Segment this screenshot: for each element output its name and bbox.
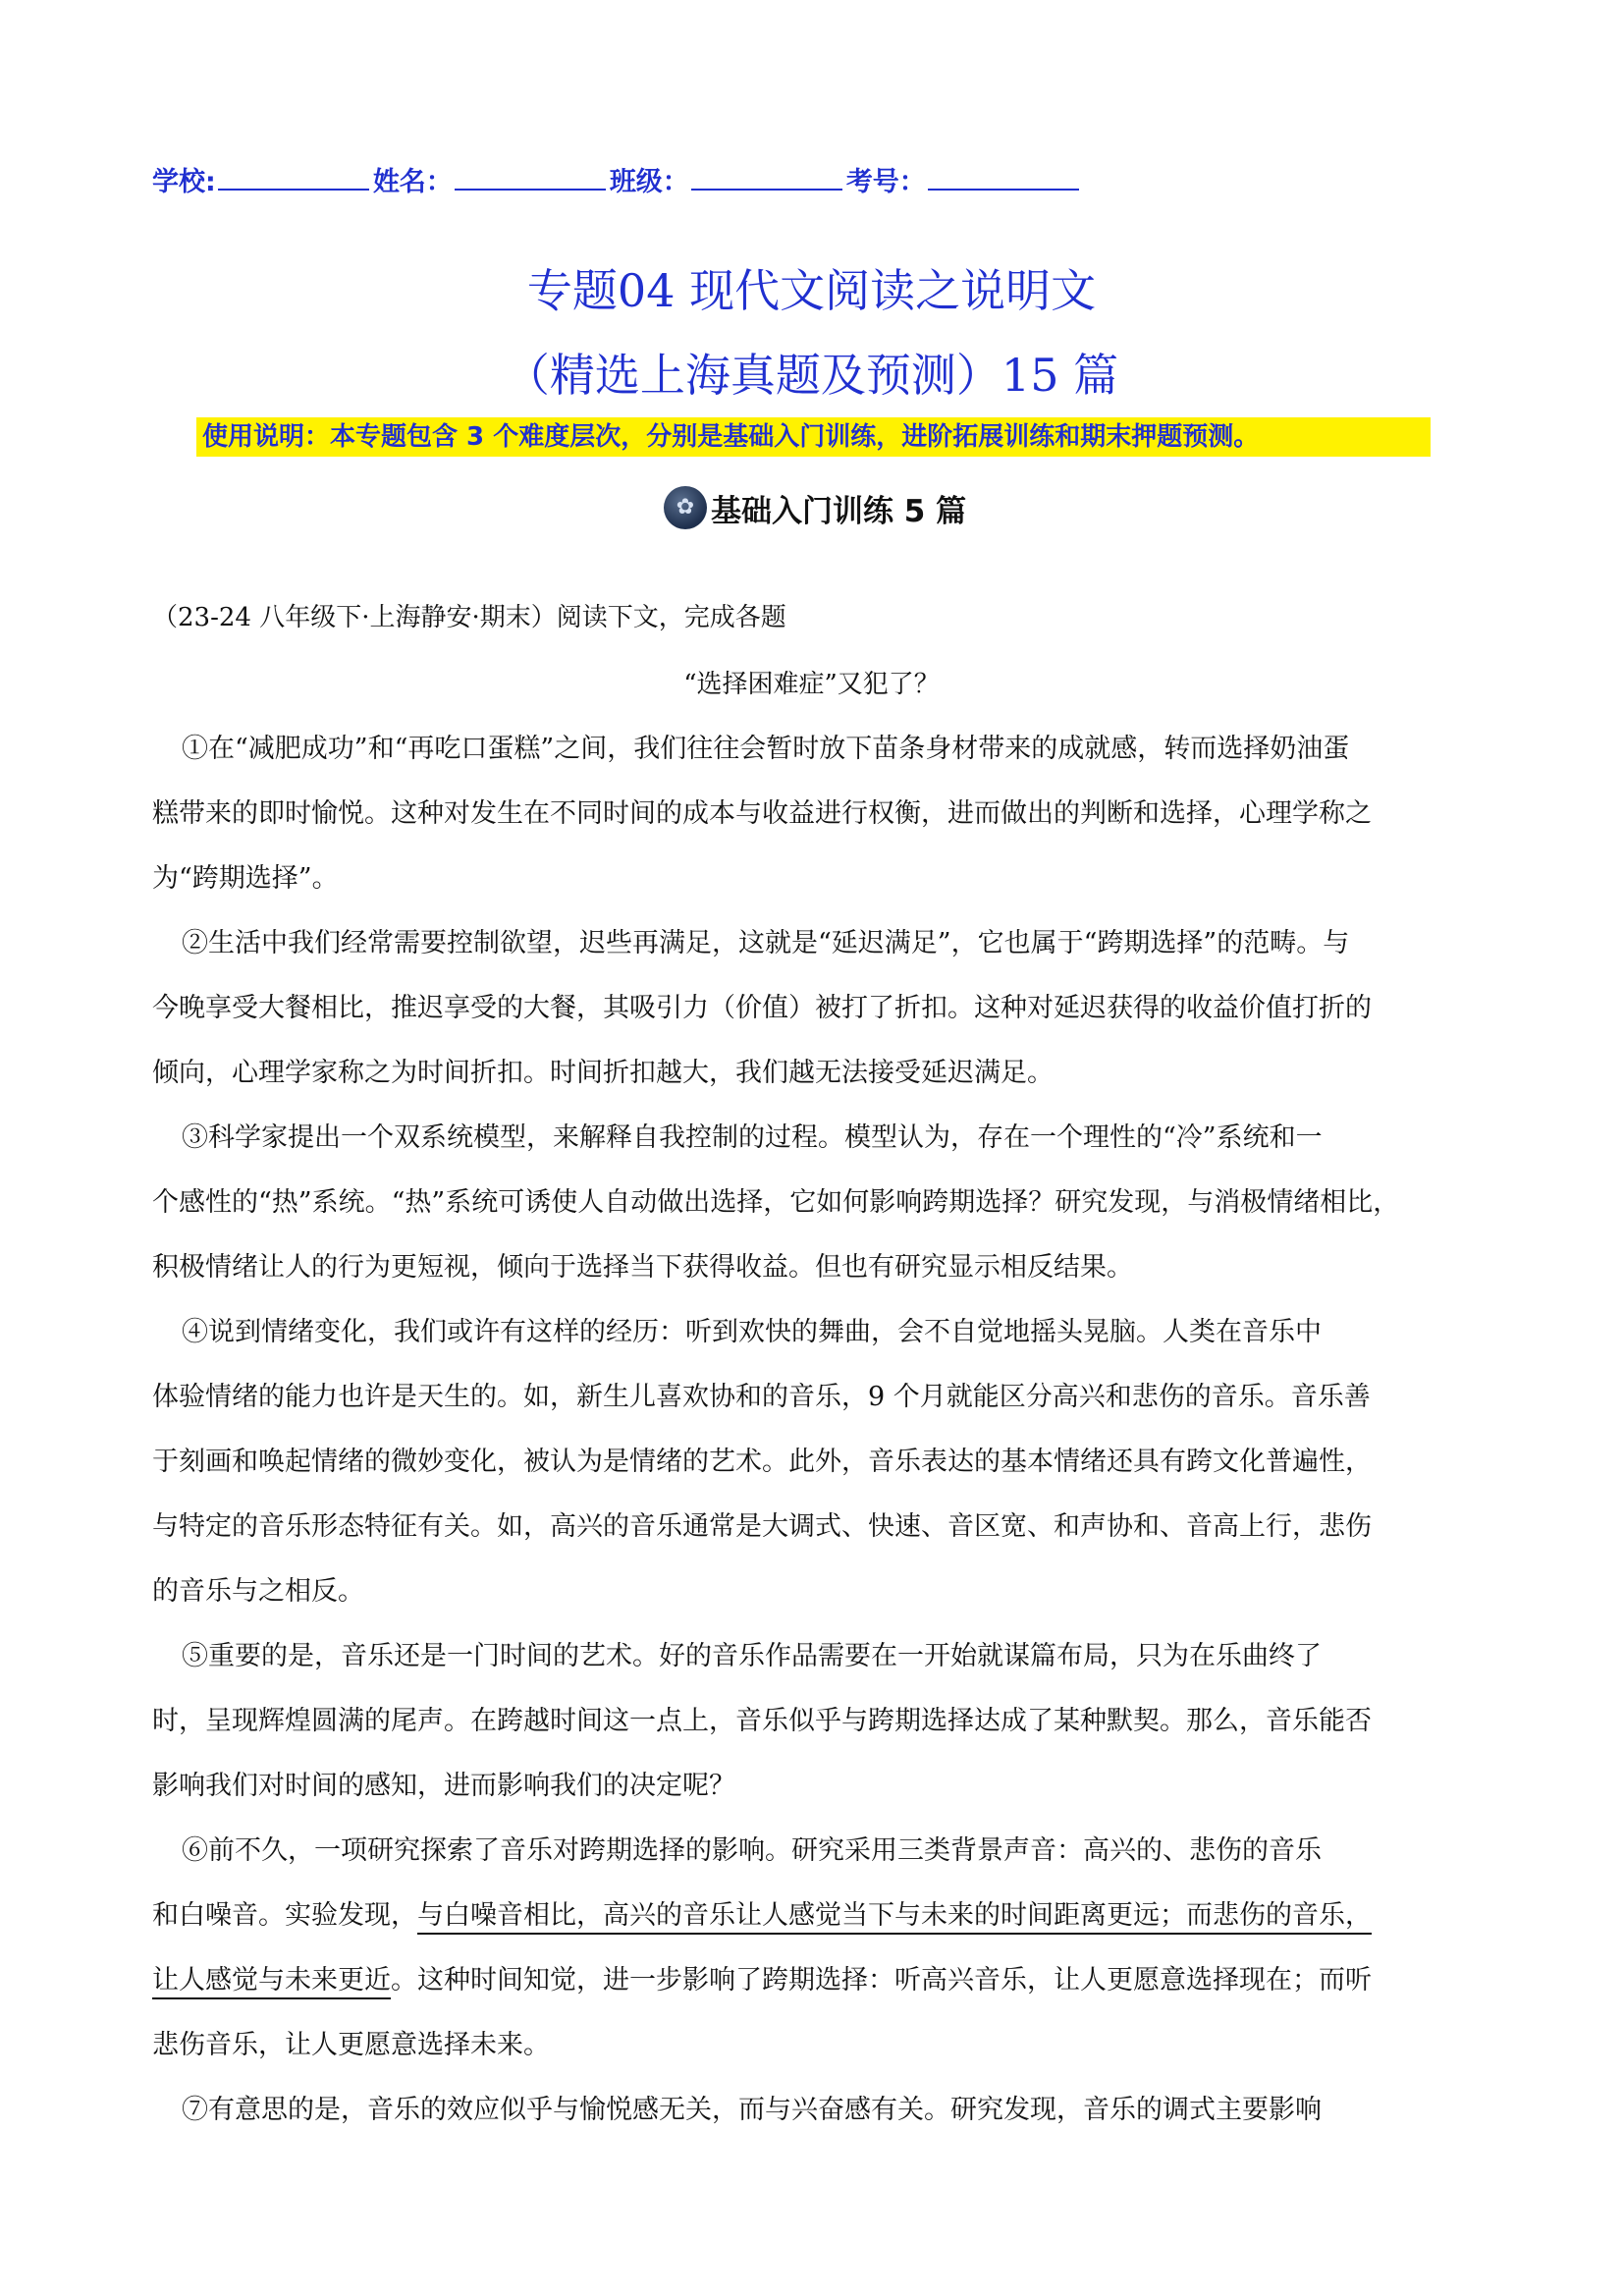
text-line: ②生活中我们经常需要控制欲望，迟些再满足，这就是“延迟满足”，它也属于“跨期选择”的范畴。与 [182, 928, 1350, 958]
passage-title: “选择困难症”又犯了？ [683, 670, 940, 699]
text-segment: 和白噪音。实验发现， [152, 1900, 417, 1931]
section-heading [664, 484, 966, 531]
text-line: 影响我们对时间的感知，进而影响我们的决定呢？ [152, 1771, 735, 1801]
text-line: 悲伤音乐，让人更愿意选择未来。 [152, 2030, 550, 2060]
text-line: 于刻画和唤起情绪的微妙变化，被认为是情绪的艺术。此外，音乐表达的基本情绪还具有跨文化普遍性， [152, 1447, 1372, 1477]
text-line: ⑥前不久，一项研究探索了音乐对跨期选择的影响。研究采用三类背景声音：高兴的、悲伤的音乐 [182, 1835, 1322, 1866]
palette-icon: ✿ [664, 486, 707, 529]
text-line: ①在“减肥成功”和“再吃口蛋糕”之间，我们往往会暂时放下苗条身材带来的成就感，转而选择奶油蛋 [182, 734, 1350, 764]
class-blank [691, 167, 842, 191]
school-label: 学校: [152, 167, 216, 197]
text-line: ⑦有意思的是，音乐的效应似乎与愉悦感无关，而与兴奋感有关。研究发现，音乐的调式主要影响 [182, 2095, 1322, 2125]
exam-no-blank [928, 167, 1079, 191]
text-line: 积极情绪让人的行为更短视，倾向于选择当下获得收益。但也有研究显示相反结果。 [152, 1252, 1133, 1283]
text-line: 时，呈现辉煌圆满的尾声。在跨越时间这一点上，音乐似乎与跨期选择达成了某种默契。那么，音乐能否 [152, 1706, 1372, 1736]
document-subtitle: （精选上海真题及预测）15 篇 [504, 349, 1119, 402]
exam-no-label: 考号： [845, 167, 926, 197]
school-blank [218, 167, 369, 191]
text-line: 糕带来的即时愉悦。这种对发生在不同时间的成本与收益进行权衡，进而做出的判断和选择，心理学称之 [152, 798, 1372, 829]
text-line: ③科学家提出一个双系统模型，来解释自我控制的过程。模型认为，存在一个理性的“冷”系统和一 [182, 1122, 1323, 1153]
name-blank [455, 167, 606, 191]
text-line [152, 1893, 1488, 1932]
class-label: 班级： [609, 167, 689, 197]
text-line: ⑤重要的是，音乐还是一门时间的艺术。好的音乐作品需要在一开始就谋篇布局，只为在乐曲终了 [182, 1641, 1322, 1671]
text-line: 今晚享受大餐相比，推迟享受的大餐，其吸引力（价值）被打了折扣。这种对延迟获得的收益价值打折的 [152, 993, 1372, 1023]
document-title: 专题04 现代文阅读之说明文 [526, 264, 1097, 317]
text-line: 倾向，心理学家称之为时间折扣。时间折扣越大，我们越无法接受延迟满足。 [152, 1058, 1054, 1088]
text-line: 与特定的音乐形态特征有关。如，高兴的音乐通常是大调式、快速、音区宽、和声协和、音高上行，悲伤 [152, 1511, 1372, 1542]
text-line: 的音乐与之相反。 [152, 1576, 364, 1607]
underlined-sentence: 让人感觉与未来更近 [152, 1965, 391, 1999]
text-line: ④说到情绪变化，我们或许有这样的经历：听到欢快的舞曲，会不自觉地摇头晃脑。人类在音乐中 [182, 1317, 1322, 1347]
text-line [152, 1958, 1488, 1996]
text-line: 个感性的“热”系统。“热”系统可诱使人自动做出选择，它如何影响跨期选择？研究发现，与消极情绪相比， [152, 1187, 1400, 1218]
text-line: 为“跨期选择”。 [152, 863, 339, 894]
section-title: 基础入门训练 5 篇 [711, 493, 967, 529]
underlined-sentence: 与白噪音相比，高兴的音乐让人感觉当下与未来的时间距离更远；而悲伤的音乐， [417, 1900, 1372, 1935]
name-label: 姓名： [372, 167, 453, 197]
text-line: 体验情绪的能力也许是天生的。如，新生儿喜欢协和的音乐，9 个月就能区分高兴和悲伤的音乐。音乐善 [152, 1382, 1371, 1412]
student-info-line [152, 160, 1083, 198]
usage-note: 使用说明：本专题包含 3 个难度层次，分别是基础入门训练，进阶拓展训练和期末押题预测。 [196, 417, 1431, 457]
text-segment: 。这种时间知觉，进一步影响了跨期选择：听高兴音乐，让人更愿意选择现在；而听 [391, 1965, 1372, 1995]
question-source: （23-24 八年级下·上海静安·期末）阅读下文，完成各题 [152, 603, 786, 632]
